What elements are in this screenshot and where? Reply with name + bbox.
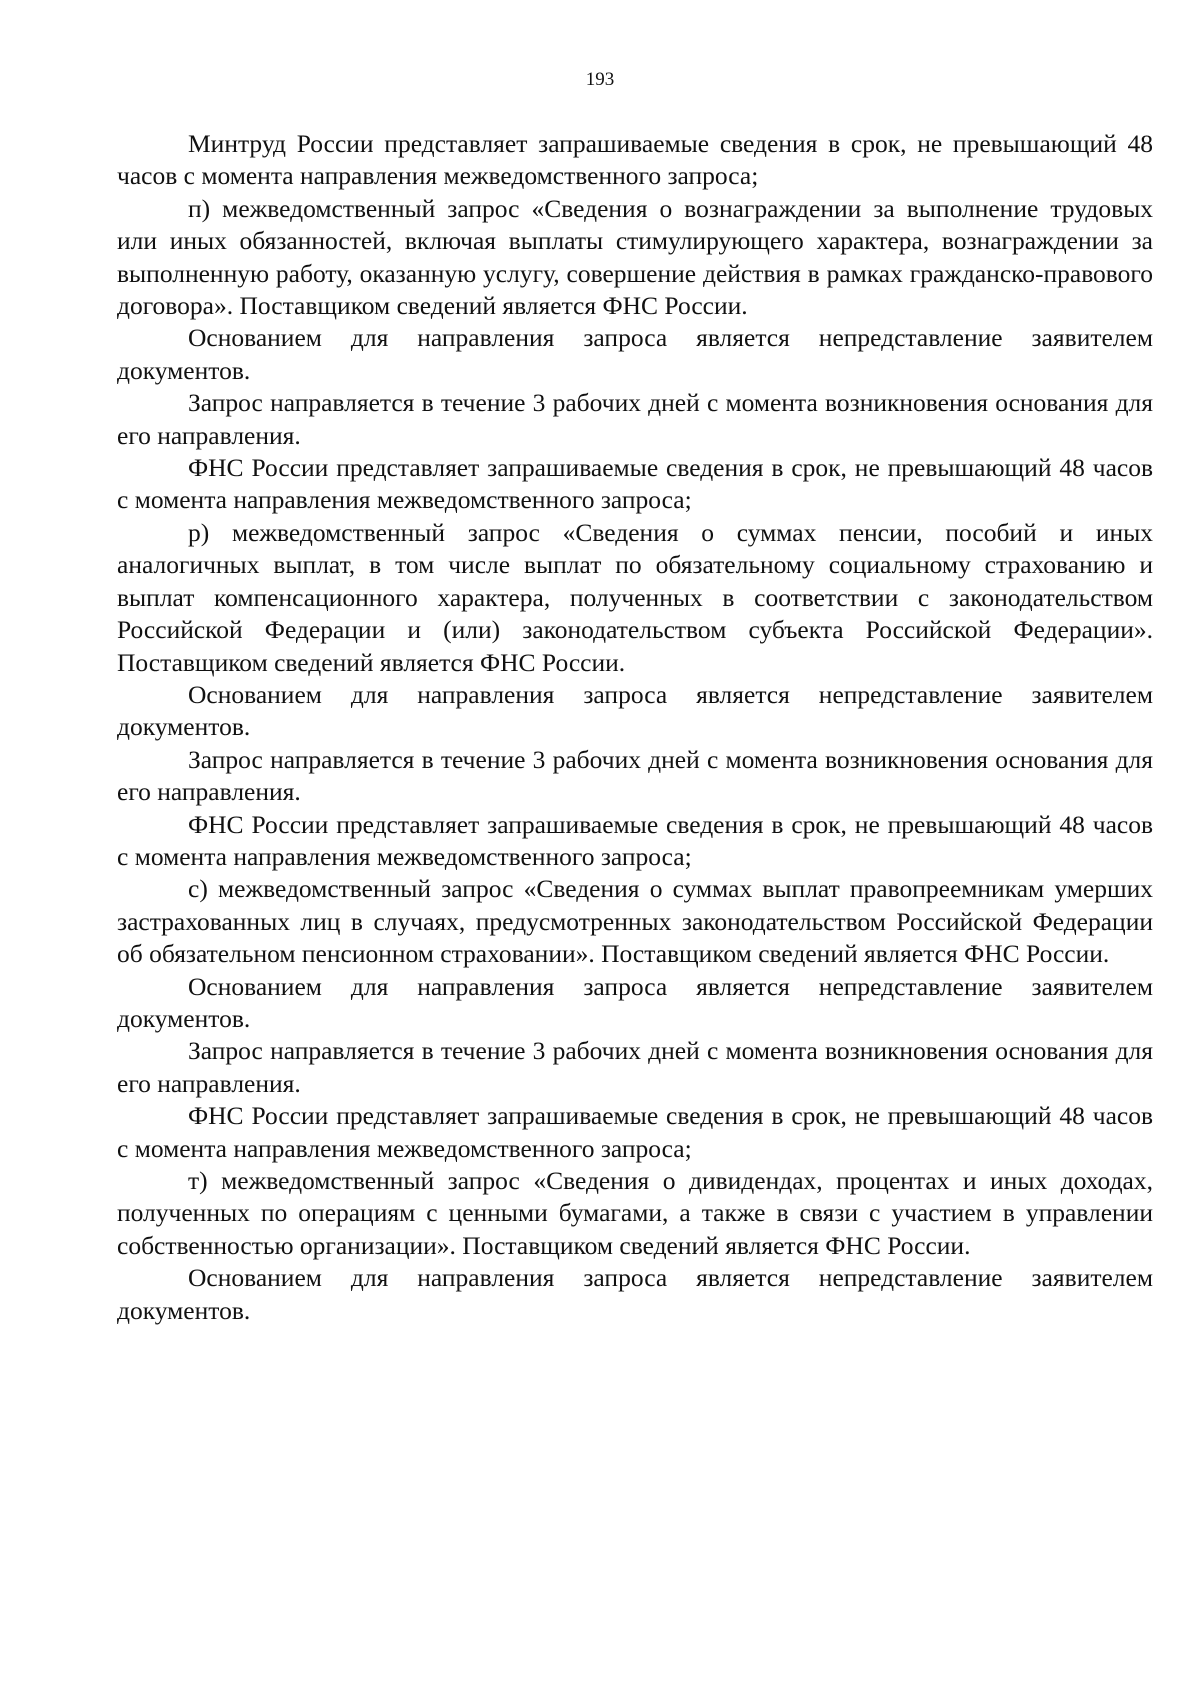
paragraph: с) межведомственный запрос «Сведения о суммах выплат правопреемникам умерших застрахованных лиц в случаях, предусмотренных законодательством Российской Федерации об обязательном пенсионном страховании». Поставщиком сведений является ФНС России.: [117, 874, 1153, 969]
paragraph: т) межведомственный запрос «Сведения о дивидендах, процентах и иных доходах, полученных по операциям с ценными бумагами, а также в связи с участием в управлении собственностью организации». Поставщиком сведений является ФНС России.: [117, 1166, 1153, 1260]
paragraph: Запрос направляется в течение 3 рабочих дней с момента возникновения основания для его направления.: [117, 388, 1153, 450]
paragraph: Основанием для направления запроса является непредставление заявителем документов.: [117, 971, 1153, 1033]
paragraph: п) межведомственный запрос «Сведения о вознаграждении за выполнение трудовых или иных обязанностей, включая выплаты стимулирующего характера, вознаграждении за выполненную работу, оказанную услугу, совершение действия в рамках гражданско-правового договора». Поставщиком сведений является ФНС России.: [117, 193, 1153, 321]
paragraph: ФНС России представляет запрашиваемые сведения в срок, не превышающий 48 часов с момента направления межведомственного запроса;: [117, 809, 1153, 871]
paragraph: Основанием для направления запроса является непредставление заявителем документов.: [117, 1263, 1153, 1325]
paragraph: Запрос направляется в течение 3 рабочих дней с момента возникновения основания для его направления.: [117, 1036, 1153, 1098]
paragraph: ФНС России представляет запрашиваемые сведения в срок, не превышающий 48 часов с момента направления межведомственного запроса;: [117, 453, 1153, 515]
paragraph: Запрос направляется в течение 3 рабочих дней с момента возникновения основания для его направления.: [117, 744, 1153, 807]
paragraph: Основанием для направления запроса является непредставление заявителем документов.: [117, 679, 1153, 742]
paragraph: ФНС России представляет запрашиваемые сведения в срок, не превышающий 48 часов с момента направления межведомственного запроса;: [117, 1101, 1153, 1163]
paragraph: Основанием для направления запроса является непредставление заявителем документов.: [117, 323, 1153, 385]
paragraph: Минтруд России представляет запрашиваемые сведения в срок, не превышающий 48 часов с момента направления межведомственного запроса;: [117, 129, 1153, 191]
page-number: 193: [585, 69, 615, 90]
document-body: [117, 128, 1153, 1327]
paragraph: р) межведомственный запрос «Сведения о суммах пенсии, пособий и иных аналогичных выплат, в том числе выплат по обязательному социальному страхованию и выплат компенсационного характера, полученных в соответствии с законодательством Российской Федерации и (или) законодательством субъекта Российской Федерации». Поставщиком сведений является ФНС России.: [117, 517, 1153, 677]
